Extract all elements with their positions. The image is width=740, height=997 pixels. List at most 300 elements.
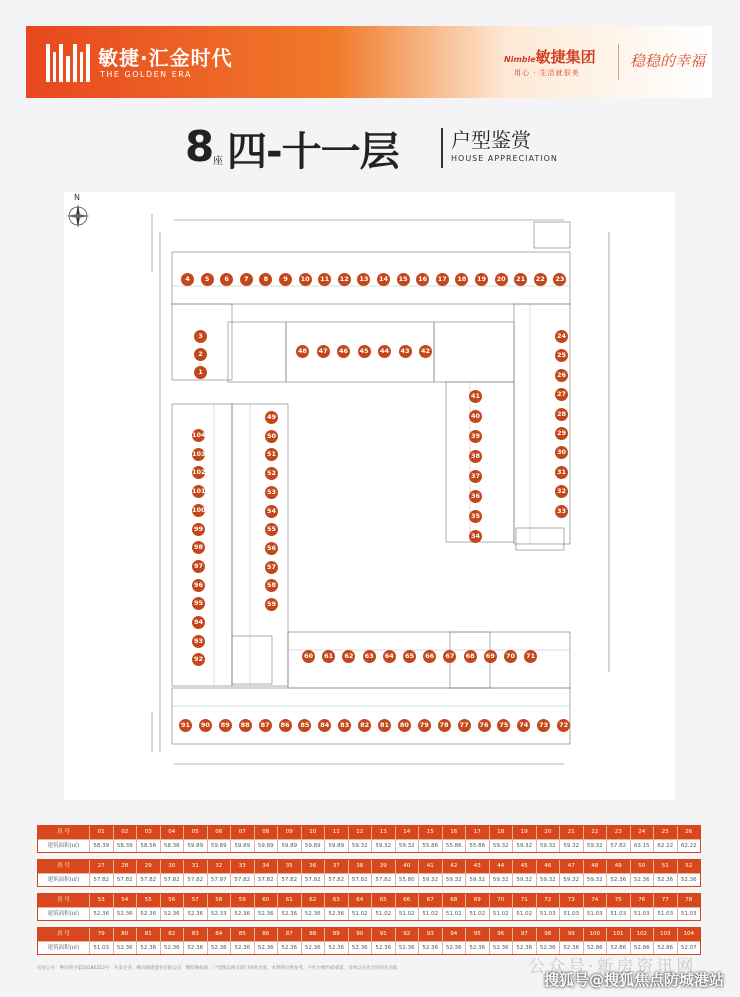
unit-number-cell: 20 [537, 826, 561, 839]
unit-number-cell: 103 [654, 928, 678, 941]
unit-marker: 62 [342, 650, 355, 663]
brand-logo-icon [46, 44, 90, 82]
unit-marker: 99 [192, 523, 205, 536]
unit-marker: 66 [423, 650, 436, 663]
unit-number-cell: 29 [137, 860, 161, 873]
area-cell: 51.03 [90, 942, 114, 954]
watermark-sohu: 搜狐号@搜狐焦点防城港站 [544, 971, 725, 989]
unit-marker: 4 [181, 273, 194, 286]
area-cell: 52.36 [302, 908, 326, 920]
group-name: 敏捷集团 [535, 48, 596, 66]
area-table-block [37, 825, 701, 853]
area-cell: 51.03 [537, 908, 561, 920]
unit-number-cell: 32 [208, 860, 232, 873]
area-table-block [37, 927, 701, 955]
unit-number-cell: 04 [161, 826, 185, 839]
unit-number-cell: 37 [325, 860, 349, 873]
unit-marker: 50 [265, 430, 278, 443]
unit-number-cell: 46 [537, 860, 561, 873]
unit-number-cell: 01 [90, 826, 114, 839]
area-cell: 52.36 [419, 942, 443, 954]
unit-number-cell: 70 [490, 894, 514, 907]
unit-number-cell: 13 [372, 826, 396, 839]
unit-number-cell: 25 [654, 826, 678, 839]
unit-marker: 54 [265, 505, 278, 518]
unit-marker: 70 [504, 650, 517, 663]
unit-marker: 53 [265, 486, 278, 499]
area-cell: 52.86 [584, 942, 608, 954]
unit-marker: 17 [436, 273, 449, 286]
unit-number-cell: 56 [161, 894, 185, 907]
unit-number-cell: 53 [90, 894, 114, 907]
area-table-block [37, 859, 701, 887]
unit-marker: 61 [322, 650, 335, 663]
unit-marker: 30 [555, 446, 568, 459]
unit-number-cell: 05 [184, 826, 208, 839]
unit-marker: 2 [194, 348, 207, 361]
unit-number-cell: 28 [114, 860, 138, 873]
area-cell: 52.36 [372, 942, 396, 954]
area-cell: 52.36 [231, 942, 255, 954]
unit-marker: 55 [265, 523, 278, 536]
unit-marker: 41 [469, 390, 482, 403]
area-cell: 52.36 [278, 942, 302, 954]
brand-name: 敏捷·汇金时代 [98, 46, 233, 70]
unit-marker: 97 [192, 560, 205, 573]
area-cell: 52.86 [654, 942, 678, 954]
unit-number-cell: 85 [231, 928, 255, 941]
unit-marker: 90 [199, 719, 212, 732]
unit-number-cell: 16 [443, 826, 467, 839]
unit-number-cell: 66 [396, 894, 420, 907]
unit-marker: 93 [192, 635, 205, 648]
unit-marker: 38 [469, 450, 482, 463]
unit-number-cell: 75 [607, 894, 631, 907]
unit-marker: 15 [397, 273, 410, 286]
unit-number-cell: 57 [184, 894, 208, 907]
unit-marker: 16 [416, 273, 429, 286]
unit-number-cell: 89 [325, 928, 349, 941]
unit-number-cell: 68 [443, 894, 467, 907]
unit-marker: 58 [265, 579, 278, 592]
area-cell: 55.86 [466, 840, 490, 852]
area-cell: 59.32 [513, 874, 537, 886]
brand-subtitle: THE GOLDEN ERA [100, 70, 192, 79]
area-cell: 57.82 [607, 840, 631, 852]
unit-marker: 35 [469, 510, 482, 523]
unit-marker: 81 [378, 719, 391, 732]
unit-number-cell: 99 [560, 928, 584, 941]
unit-marker: 9 [279, 273, 292, 286]
area-cell: 58.56 [137, 840, 161, 852]
area-cell: 57.82 [184, 874, 208, 886]
unit-marker: 89 [219, 719, 232, 732]
unit-number-cell: 102 [631, 928, 655, 941]
area-cell: 59.32 [419, 874, 443, 886]
compass-label: N [74, 193, 80, 202]
area-cell: 52.36 [161, 908, 185, 920]
area-cell: 51.03 [584, 908, 608, 920]
unit-number-cell: 73 [560, 894, 584, 907]
unit-marker: 51 [265, 448, 278, 461]
area-cell: 51.03 [680, 911, 697, 917]
watermark-public-account: 公众号·新房资讯网 [528, 957, 697, 977]
unit-marker: 7 [240, 273, 253, 286]
unit-number-cell: 07 [231, 826, 255, 839]
unit-number-cell: 95 [466, 928, 490, 941]
unit-number-cell: 104 [683, 931, 694, 937]
area-cell: 51.02 [513, 908, 537, 920]
area-cell: 59.89 [208, 840, 232, 852]
area-cell: 52.07 [680, 945, 697, 951]
unit-number-cell: 86 [255, 928, 279, 941]
unit-marker: 6 [220, 273, 233, 286]
unit-number-cell: 50 [631, 860, 655, 873]
unit-number-cell: 23 [607, 826, 631, 839]
unit-marker: 83 [338, 719, 351, 732]
area-cell: 51.02 [490, 908, 514, 920]
area-cell: 58.36 [161, 840, 185, 852]
area-cell: 59.89 [184, 840, 208, 852]
unit-number-cell: 09 [278, 826, 302, 839]
unit-marker: 40 [469, 410, 482, 423]
area-cell: 59.32 [490, 840, 514, 852]
unit-marker: 103 [192, 448, 205, 461]
unit-marker: 68 [464, 650, 477, 663]
area-cell: 59.89 [255, 840, 279, 852]
area-cell: 52.36 [513, 942, 537, 954]
unit-marker: 1 [194, 366, 207, 379]
unit-number-cell: 64 [349, 894, 373, 907]
unit-number-cell: 58 [208, 894, 232, 907]
area-cell: 51.03 [560, 908, 584, 920]
unit-number-cell: 14 [396, 826, 420, 839]
unit-marker: 63 [363, 650, 376, 663]
unit-marker: 74 [517, 719, 530, 732]
area-cell: 52.36 [231, 908, 255, 920]
unit-number-cell: 60 [255, 894, 279, 907]
unit-marker: 82 [358, 719, 371, 732]
unit-number-cell: 43 [466, 860, 490, 873]
unit-marker: 79 [418, 719, 431, 732]
unit-number-cell: 30 [161, 860, 185, 873]
unit-marker: 75 [497, 719, 510, 732]
unit-marker: 14 [377, 273, 390, 286]
unit-marker: 22 [534, 273, 547, 286]
floor-plan [64, 192, 675, 800]
area-cell: 57.97 [208, 874, 232, 886]
unit-marker: 23 [553, 273, 566, 286]
unit-number-cell: 26 [685, 829, 693, 835]
area-cell: 52.33 [208, 908, 232, 920]
area-cell: 52.36 [278, 908, 302, 920]
area-cell: 57.82 [161, 874, 185, 886]
row-header: 建筑面积(㎡) [38, 908, 90, 920]
unit-number-cell: 38 [349, 860, 373, 873]
unit-number-cell: 54 [114, 894, 138, 907]
unit-number-cell: 59 [231, 894, 255, 907]
unit-number-cell: 81 [137, 928, 161, 941]
unit-marker: 21 [514, 273, 527, 286]
area-cell: 57.82 [372, 874, 396, 886]
area-cell: 57.82 [231, 874, 255, 886]
floor-plan-drawing [64, 192, 675, 800]
area-cell: 51.02 [372, 908, 396, 920]
unit-number-cell: 34 [255, 860, 279, 873]
area-cell: 51.02 [396, 908, 420, 920]
unit-marker: 39 [469, 430, 482, 443]
area-cell: 52.36 [680, 877, 697, 883]
unit-marker: 34 [469, 530, 482, 543]
unit-marker: 96 [192, 579, 205, 592]
unit-marker: 92 [192, 653, 205, 666]
building-number: 8 [185, 122, 215, 171]
area-cell: 59.32 [537, 840, 561, 852]
unit-number-cell: 17 [466, 826, 490, 839]
table-row [38, 894, 700, 907]
unit-number-cell: 33 [231, 860, 255, 873]
unit-number-cell: 101 [607, 928, 631, 941]
unit-number-cell: 12 [349, 826, 373, 839]
header-banner [26, 26, 712, 98]
unit-marker: 37 [469, 470, 482, 483]
unit-number-cell: 98 [537, 928, 561, 941]
area-cell: 52.36 [255, 908, 279, 920]
unit-marker: 85 [298, 719, 311, 732]
unit-number-cell: 02 [114, 826, 138, 839]
page-title [175, 118, 575, 174]
area-cell: 59.89 [231, 840, 255, 852]
unit-number-cell: 76 [631, 894, 655, 907]
area-cell: 52.36 [325, 942, 349, 954]
area-cell: 59.32 [537, 874, 561, 886]
unit-number-cell: 31 [184, 860, 208, 873]
area-cell: 52.36 [255, 942, 279, 954]
area-cell: 51.02 [443, 908, 467, 920]
unit-number-cell: 19 [513, 826, 537, 839]
unit-marker: 95 [192, 597, 205, 610]
area-cell: 51.03 [654, 908, 678, 920]
title-cn: 户型鉴赏 [451, 128, 531, 152]
unit-marker: 5 [201, 273, 214, 286]
unit-marker: 72 [557, 719, 570, 732]
unit-marker: 10 [299, 273, 312, 286]
unit-number-cell: 40 [396, 860, 420, 873]
unit-number-cell: 49 [607, 860, 631, 873]
area-cell: 52.86 [631, 942, 655, 954]
unit-number-cell: 72 [537, 894, 561, 907]
unit-number-cell: 39 [372, 860, 396, 873]
unit-marker: 59 [265, 598, 278, 611]
area-cell: 52.36 [137, 908, 161, 920]
unit-number-cell: 22 [584, 826, 608, 839]
area-cell: 59.32 [490, 874, 514, 886]
row-header: 房 号 [38, 928, 90, 941]
area-cell: 52.36 [184, 942, 208, 954]
area-cell: 52.36 [537, 942, 561, 954]
area-cell: 59.32 [584, 874, 608, 886]
unit-marker: 102 [192, 466, 205, 479]
unit-marker: 48 [296, 345, 309, 358]
unit-marker: 65 [403, 650, 416, 663]
unit-marker: 20 [495, 273, 508, 286]
building-suffix: 座 [213, 156, 223, 167]
area-cell: 59.32 [513, 840, 537, 852]
unit-marker: 69 [484, 650, 497, 663]
row-header: 房 号 [38, 826, 90, 839]
area-cell: 52.36 [208, 942, 232, 954]
area-cell: 52.36 [349, 942, 373, 954]
unit-marker: 32 [555, 485, 568, 498]
unit-marker: 76 [478, 719, 491, 732]
unit-number-cell: 36 [302, 860, 326, 873]
area-cell: 59.32 [372, 840, 396, 852]
area-cell: 59.89 [302, 840, 326, 852]
area-cell: 55.86 [419, 840, 443, 852]
area-cell: 52.36 [443, 942, 467, 954]
unit-number-cell: 27 [90, 860, 114, 873]
unit-marker: 12 [338, 273, 351, 286]
area-cell: 58.39 [114, 840, 138, 852]
unit-marker: 104 [192, 429, 205, 442]
unit-number-cell: 92 [396, 928, 420, 941]
area-cell: 57.82 [90, 874, 114, 886]
area-cell: 51.03 [631, 908, 655, 920]
area-cell: 59.32 [560, 840, 584, 852]
area-cell: 52.36 [114, 908, 138, 920]
area-cell: 52.36 [302, 942, 326, 954]
unit-marker: 43 [399, 345, 412, 358]
unit-number-cell: 08 [255, 826, 279, 839]
unit-marker: 19 [475, 273, 488, 286]
unit-marker: 28 [555, 408, 568, 421]
unit-number-cell: 80 [114, 928, 138, 941]
area-cell: 59.32 [349, 840, 373, 852]
unit-marker: 49 [265, 411, 278, 424]
unit-number-cell: 03 [137, 826, 161, 839]
unit-number-cell: 90 [349, 928, 373, 941]
area-cell: 59.32 [466, 874, 490, 886]
unit-number-cell: 78 [685, 897, 693, 903]
unit-marker: 73 [537, 719, 550, 732]
unit-number-cell: 71 [513, 894, 537, 907]
area-cell: 58.39 [90, 840, 114, 852]
unit-number-cell: 15 [419, 826, 443, 839]
area-table-block [37, 893, 701, 921]
unit-marker: 98 [192, 541, 205, 554]
unit-marker: 33 [555, 505, 568, 518]
unit-marker: 94 [192, 616, 205, 629]
unit-number-cell: 51 [654, 860, 678, 873]
area-cell: 59.32 [443, 874, 467, 886]
area-cell: 52.36 [90, 908, 114, 920]
unit-marker: 42 [419, 345, 432, 358]
area-cell: 57.82 [302, 874, 326, 886]
unit-number-cell: 84 [208, 928, 232, 941]
unit-marker: 52 [265, 467, 278, 480]
area-cell: 55.80 [396, 874, 420, 886]
unit-number-cell: 97 [513, 928, 537, 941]
area-cell: 55.86 [443, 840, 467, 852]
area-cell: 62.22 [680, 843, 697, 849]
unit-marker: 46 [337, 345, 350, 358]
area-cell: 57.82 [349, 874, 373, 886]
area-cell: 52.36 [490, 942, 514, 954]
unit-number-cell: 96 [490, 928, 514, 941]
area-cell: 52.36 [161, 942, 185, 954]
unit-number-cell: 44 [490, 860, 514, 873]
unit-number-cell: 62 [302, 894, 326, 907]
unit-number-cell: 77 [654, 894, 678, 907]
area-cell: 52.36 [607, 874, 631, 886]
area-cell: 52.36 [184, 908, 208, 920]
unit-marker: 67 [443, 650, 456, 663]
area-cell: 52.36 [466, 942, 490, 954]
divider [618, 44, 619, 80]
unit-number-cell: 47 [560, 860, 584, 873]
row-header: 建筑面积(㎡) [38, 942, 90, 954]
area-cell: 52.86 [607, 942, 631, 954]
group-logo [504, 46, 596, 67]
title-en: HOUSE APPRECIATION [451, 154, 558, 163]
floor-range: 四-十一层 [227, 129, 399, 175]
unit-marker: 77 [458, 719, 471, 732]
unit-number-cell: 63 [325, 894, 349, 907]
area-cell: 59.32 [560, 874, 584, 886]
unit-marker: 80 [398, 719, 411, 732]
area-cell: 57.82 [255, 874, 279, 886]
unit-number-cell: 88 [302, 928, 326, 941]
table-row [38, 873, 700, 886]
unit-marker: 26 [555, 369, 568, 382]
row-header: 建筑面积(㎡) [38, 840, 90, 852]
unit-marker: 31 [555, 466, 568, 479]
unit-number-cell: 74 [584, 894, 608, 907]
unit-number-cell: 06 [208, 826, 232, 839]
group-slogan: 用心 · 生活就很美 [514, 69, 580, 77]
unit-marker: 86 [279, 719, 292, 732]
unit-marker: 25 [555, 349, 568, 362]
unit-number-cell: 10 [302, 826, 326, 839]
unit-marker: 60 [302, 650, 315, 663]
unit-number-cell: 52 [685, 863, 693, 869]
unit-marker: 71 [524, 650, 537, 663]
unit-marker: 29 [555, 427, 568, 440]
row-header: 建筑面积(㎡) [38, 874, 90, 886]
unit-number-cell: 94 [443, 928, 467, 941]
area-cell: 52.36 [114, 942, 138, 954]
unit-marker: 8 [259, 273, 272, 286]
unit-marker: 91 [179, 719, 192, 732]
area-cell: 51.02 [349, 908, 373, 920]
unit-marker: 64 [383, 650, 396, 663]
footnote: 房屋公号：粤房预字第20180213号 开发企业：佛山敏捷置业有限公司 精装修标准、户型图以相关部门审批为准，本资料仅供参考，不作为要约或承诺，具体以买卖合同约定为准 [37, 966, 398, 971]
unit-marker: 45 [358, 345, 371, 358]
area-cell: 52.36 [631, 874, 655, 886]
unit-number-cell: 18 [490, 826, 514, 839]
area-cell: 52.36 [654, 874, 678, 886]
area-cell: 59.32 [396, 840, 420, 852]
unit-number-cell: 100 [584, 928, 608, 941]
unit-marker: 44 [378, 345, 391, 358]
unit-number-cell: 87 [278, 928, 302, 941]
unit-marker: 47 [317, 345, 330, 358]
unit-number-cell: 67 [419, 894, 443, 907]
unit-marker: 24 [555, 330, 568, 343]
unit-marker: 100 [192, 504, 205, 517]
unit-marker: 84 [318, 719, 331, 732]
unit-marker: 87 [259, 719, 272, 732]
